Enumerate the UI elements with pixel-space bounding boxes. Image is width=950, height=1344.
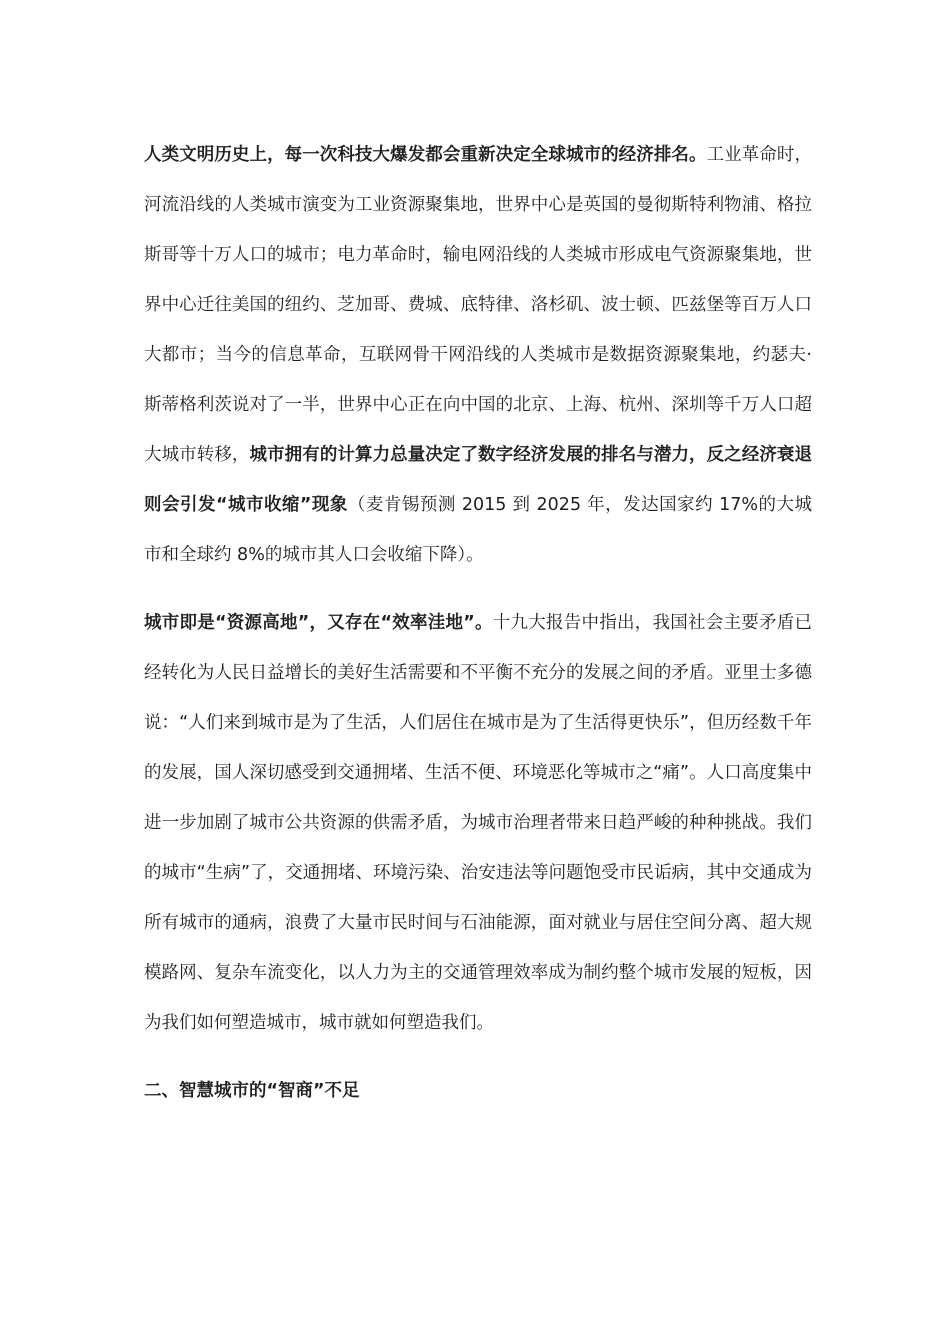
document-body — [144, 130, 812, 1116]
paragraph-resource-efficiency — [144, 598, 812, 1048]
paragraph-2-lead-bold: 城市即是“资源高地”，又存在“效率洼地”。 — [144, 613, 493, 633]
paragraph-1-text-1: 工业革命时，河流沿线的人类城市演变为工业资源聚集地，世界中心是英国的曼彻斯特利物浦、格拉斯哥等十万人口的城市；电力革命时，输电网沿线的人类城市形成电气资源聚集地，世界中心迁往美国的纽约、芝加哥、费城、底特律、洛杉矶、波士顿、匹兹堡等百万人口大都市；当今的信息革命，互联网骨干网沿线的人类城市是数据资源聚集地，约瑟夫·斯蒂格利茨说对了一半，世界中心正在向中国的北京、上海、杭州、深圳等千万人口超大城市转移， — [144, 145, 812, 465]
paragraph-1-text-2: （麦肯锡预测 2015 到 2025 年，发达国家约 17%的大城市和全球约 8%的城市其人口会收缩下降）。 — [144, 495, 812, 565]
paragraph-2-text: 十九大报告中指出，我国社会主要矛盾已经转化为人民日益增长的美好生活需要和不平衡不充分的发展之间的矛盾。亚里士多德说：“人们来到城市是为了生活，人们居住在城市是为了生活得更快乐”，但历经数千年的发展，国人深切感受到交通拥堵、生活不便、环境恶化等城市之“痛”。人口高度集中进一步加剧了城市公共资源的供需矛盾，为城市治理者带来日趋严峻的种种挑战。我们的城市“生病”了，交通拥堵、环境污染、治安违法等问题饱受市民诟病，其中交通成为所有城市的通病，浪费了大量市民时间与石油能源，面对就业与居住空间分离、超大规模路网、复杂车流变化，以人力为主的交通管理效率成为制约整个城市发展的短板，因为我们如何塑造城市，城市就如何塑造我们。 — [144, 613, 812, 1033]
paragraph-economic-ranking — [144, 130, 812, 580]
paragraph-1-mid-bold: 城市拥有的计算力总量决定了数字经济发展的排名与潜力，反之经济衰退则会引发“城市收缩”现象 — [144, 445, 813, 515]
section-heading: 二、智慧城市的“智商”不足 — [144, 1081, 360, 1101]
paragraph-1-lead-bold: 人类文明历史上，每一次科技大爆发都会重新决定全球城市的经济排名。 — [144, 145, 707, 165]
